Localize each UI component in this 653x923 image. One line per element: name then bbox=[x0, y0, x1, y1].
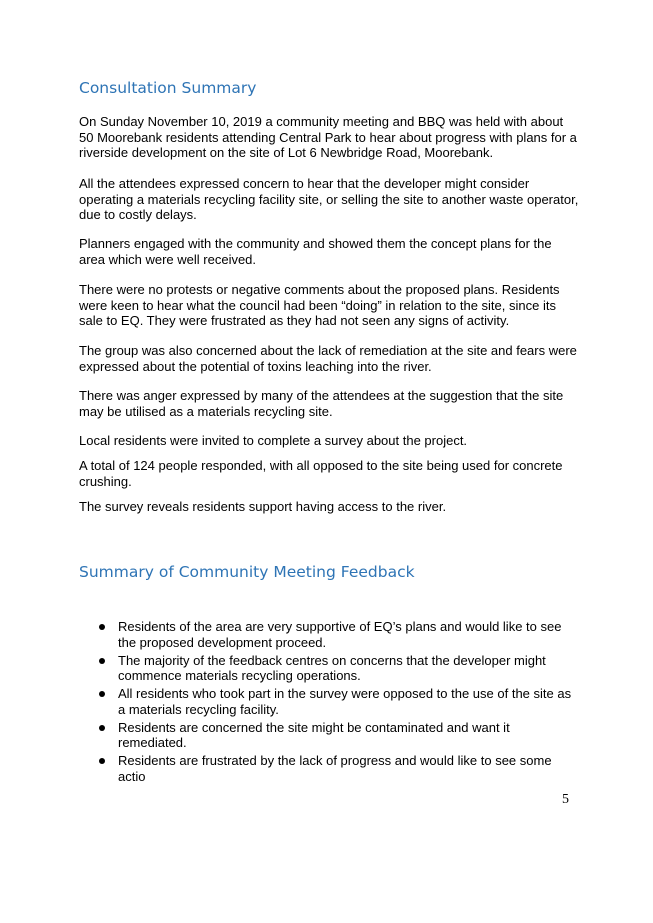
paragraph-remediation-concern: The group was also concerned about the lack of remediation at the site and fears were expressed about the potential of toxins leaching into the river. bbox=[79, 343, 577, 374]
bullet-icon bbox=[99, 691, 105, 697]
bullet-text: Residents are concerned the site might be contaminated and want it remediated. bbox=[118, 719, 510, 750]
bullet-icon bbox=[99, 725, 105, 731]
bullet-text: The majority of the feedback centres on concerns that the developer might commence materials recycling operations. bbox=[118, 652, 546, 683]
paragraph-anger-recycling: There was anger expressed by many of the attendees at the suggestion that the site may be utilised as a materials recycling site. bbox=[79, 388, 564, 419]
bullet-text: Residents are frustrated by the lack of progress and would like to see some actio bbox=[118, 753, 552, 784]
list-item bbox=[96, 720, 576, 751]
consultation-summary-heading: Consultation Summary bbox=[79, 79, 257, 97]
list-item bbox=[96, 686, 576, 717]
paragraph-attendee-concern: All the attendees expressed concern to hear that the developer might consider operating a materials recycling facility site, or selling the site to another waste operator, due to costly delays. bbox=[79, 176, 579, 222]
paragraph-river-access: The survey reveals residents support having access to the river. bbox=[79, 499, 447, 514]
page-number: 5 bbox=[562, 792, 569, 807]
paragraph-survey-invite: Local residents were invited to complete a survey about the project. bbox=[79, 433, 468, 448]
paragraph-survey-results: A total of 124 people responded, with all opposed to the site being used for concrete crushing. bbox=[79, 458, 563, 489]
list-item bbox=[96, 653, 576, 684]
community-feedback-heading: Summary of Community Meeting Feedback bbox=[79, 563, 415, 581]
paragraph-no-protests: There were no protests or negative comments about the proposed plans. Residents were keen to hear what the council had been “doing” in relation to the site, since its sale to EQ. They were frustrated as they had not seen any signs of activity. bbox=[79, 282, 560, 328]
feedback-bullet-list bbox=[96, 619, 576, 787]
bullet-icon bbox=[99, 658, 105, 664]
bullet-text: All residents who took part in the survey were opposed to the use of the site as a materials recycling facility. bbox=[118, 686, 572, 717]
list-item bbox=[96, 753, 576, 784]
paragraph-concept-plans: Planners engaged with the community and showed them the concept plans for the area which were well received. bbox=[79, 236, 552, 267]
paragraph-meeting-overview: On Sunday November 10, 2019 a community meeting and BBQ was held with about 50 Moorebank residents attending Central Park to hear about progress with plans for a riverside development on the site of Lot 6 Newbridge Road, Moorebank. bbox=[79, 114, 577, 160]
bullet-icon bbox=[99, 758, 105, 764]
bullet-icon bbox=[99, 624, 105, 630]
bullet-text: Residents of the area are very supportive of EQ’s plans and would like to see the proposed development proceed. bbox=[118, 619, 562, 650]
list-item bbox=[96, 619, 576, 650]
